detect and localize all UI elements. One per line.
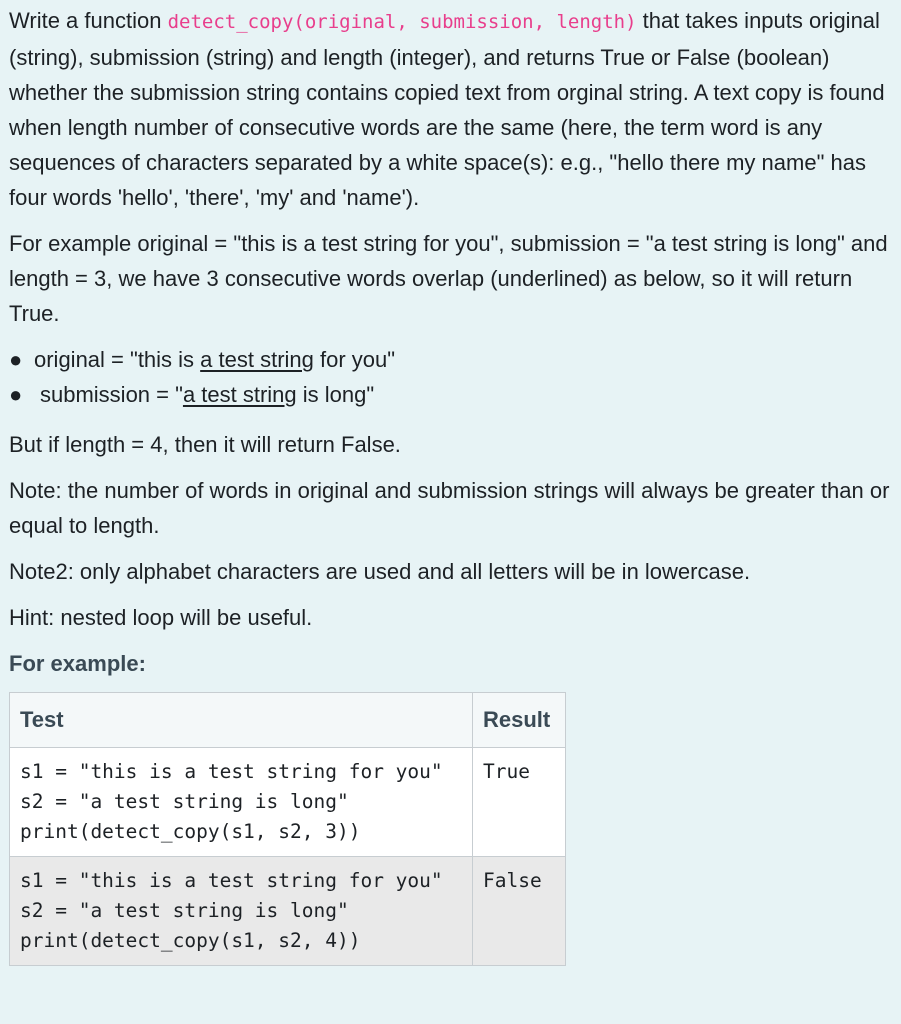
bullet-icon: ● <box>9 347 23 372</box>
note2-paragraph: Note2: only alphabet characters are used and all letters will be in lowercase. <box>9 559 751 584</box>
table-row <box>10 748 566 857</box>
column-header-result: Result <box>473 693 566 748</box>
original-underlined: a test string <box>200 347 314 372</box>
submission-text-post: is long" <box>296 382 375 407</box>
function-signature: detect_copy(original, submission, length) <box>167 11 637 33</box>
submission-text-pre: submission = " <box>40 382 183 407</box>
note-paragraph: Note: the number of words in original and submission strings will always be greater than or equal to length. <box>9 478 890 538</box>
bullet-icon: ● <box>9 382 23 407</box>
intro-text-a: Write a function <box>9 8 168 33</box>
test-cell: s1 = "this is a test string for you" s2 = "a test string is long" print(detect_copy(s1, s2, 3)) <box>10 748 473 857</box>
result-cell: True <box>473 748 566 857</box>
hint-paragraph: Hint: nested loop will be useful. <box>9 605 313 630</box>
submission-underlined: a test string <box>182 382 297 407</box>
examples-table <box>9 692 566 966</box>
original-text-post: for you" <box>313 347 396 372</box>
false-case-paragraph: But if length = 4, then it will return False. <box>9 432 401 457</box>
example-list <box>9 342 895 412</box>
result-cell: False <box>473 857 566 966</box>
example-paragraph: For example original = "this is a test string for you", submission = "a test string is long" and length = 3, we have 3 consecutive words overlap (underlined) as below, so it will return True. <box>9 231 888 326</box>
list-item-submission <box>9 377 895 412</box>
intro-text-b: that takes inputs original (string), submission (string) and length (integer), and returns True or False (boolean) whether the submission string contains copied text from orginal string. A text copy is found when length number of consecutive words are the same (here, the term word is any sequences of characters separated by a white space(s): e.g., "hello there my name" has four words 'hello', 'there', 'my' and 'name'). <box>9 8 885 210</box>
table-row <box>10 857 566 966</box>
table-header-row <box>10 693 566 748</box>
intro-paragraph <box>9 3 895 215</box>
for-example-heading: For example: <box>9 651 146 676</box>
test-cell: s1 = "this is a test string for you" s2 = "a test string is long" print(detect_copy(s1, s2, 4)) <box>10 857 473 966</box>
column-header-test: Test <box>10 693 473 748</box>
original-text-pre: original = "this is <box>34 347 201 372</box>
list-item-original <box>9 342 895 377</box>
